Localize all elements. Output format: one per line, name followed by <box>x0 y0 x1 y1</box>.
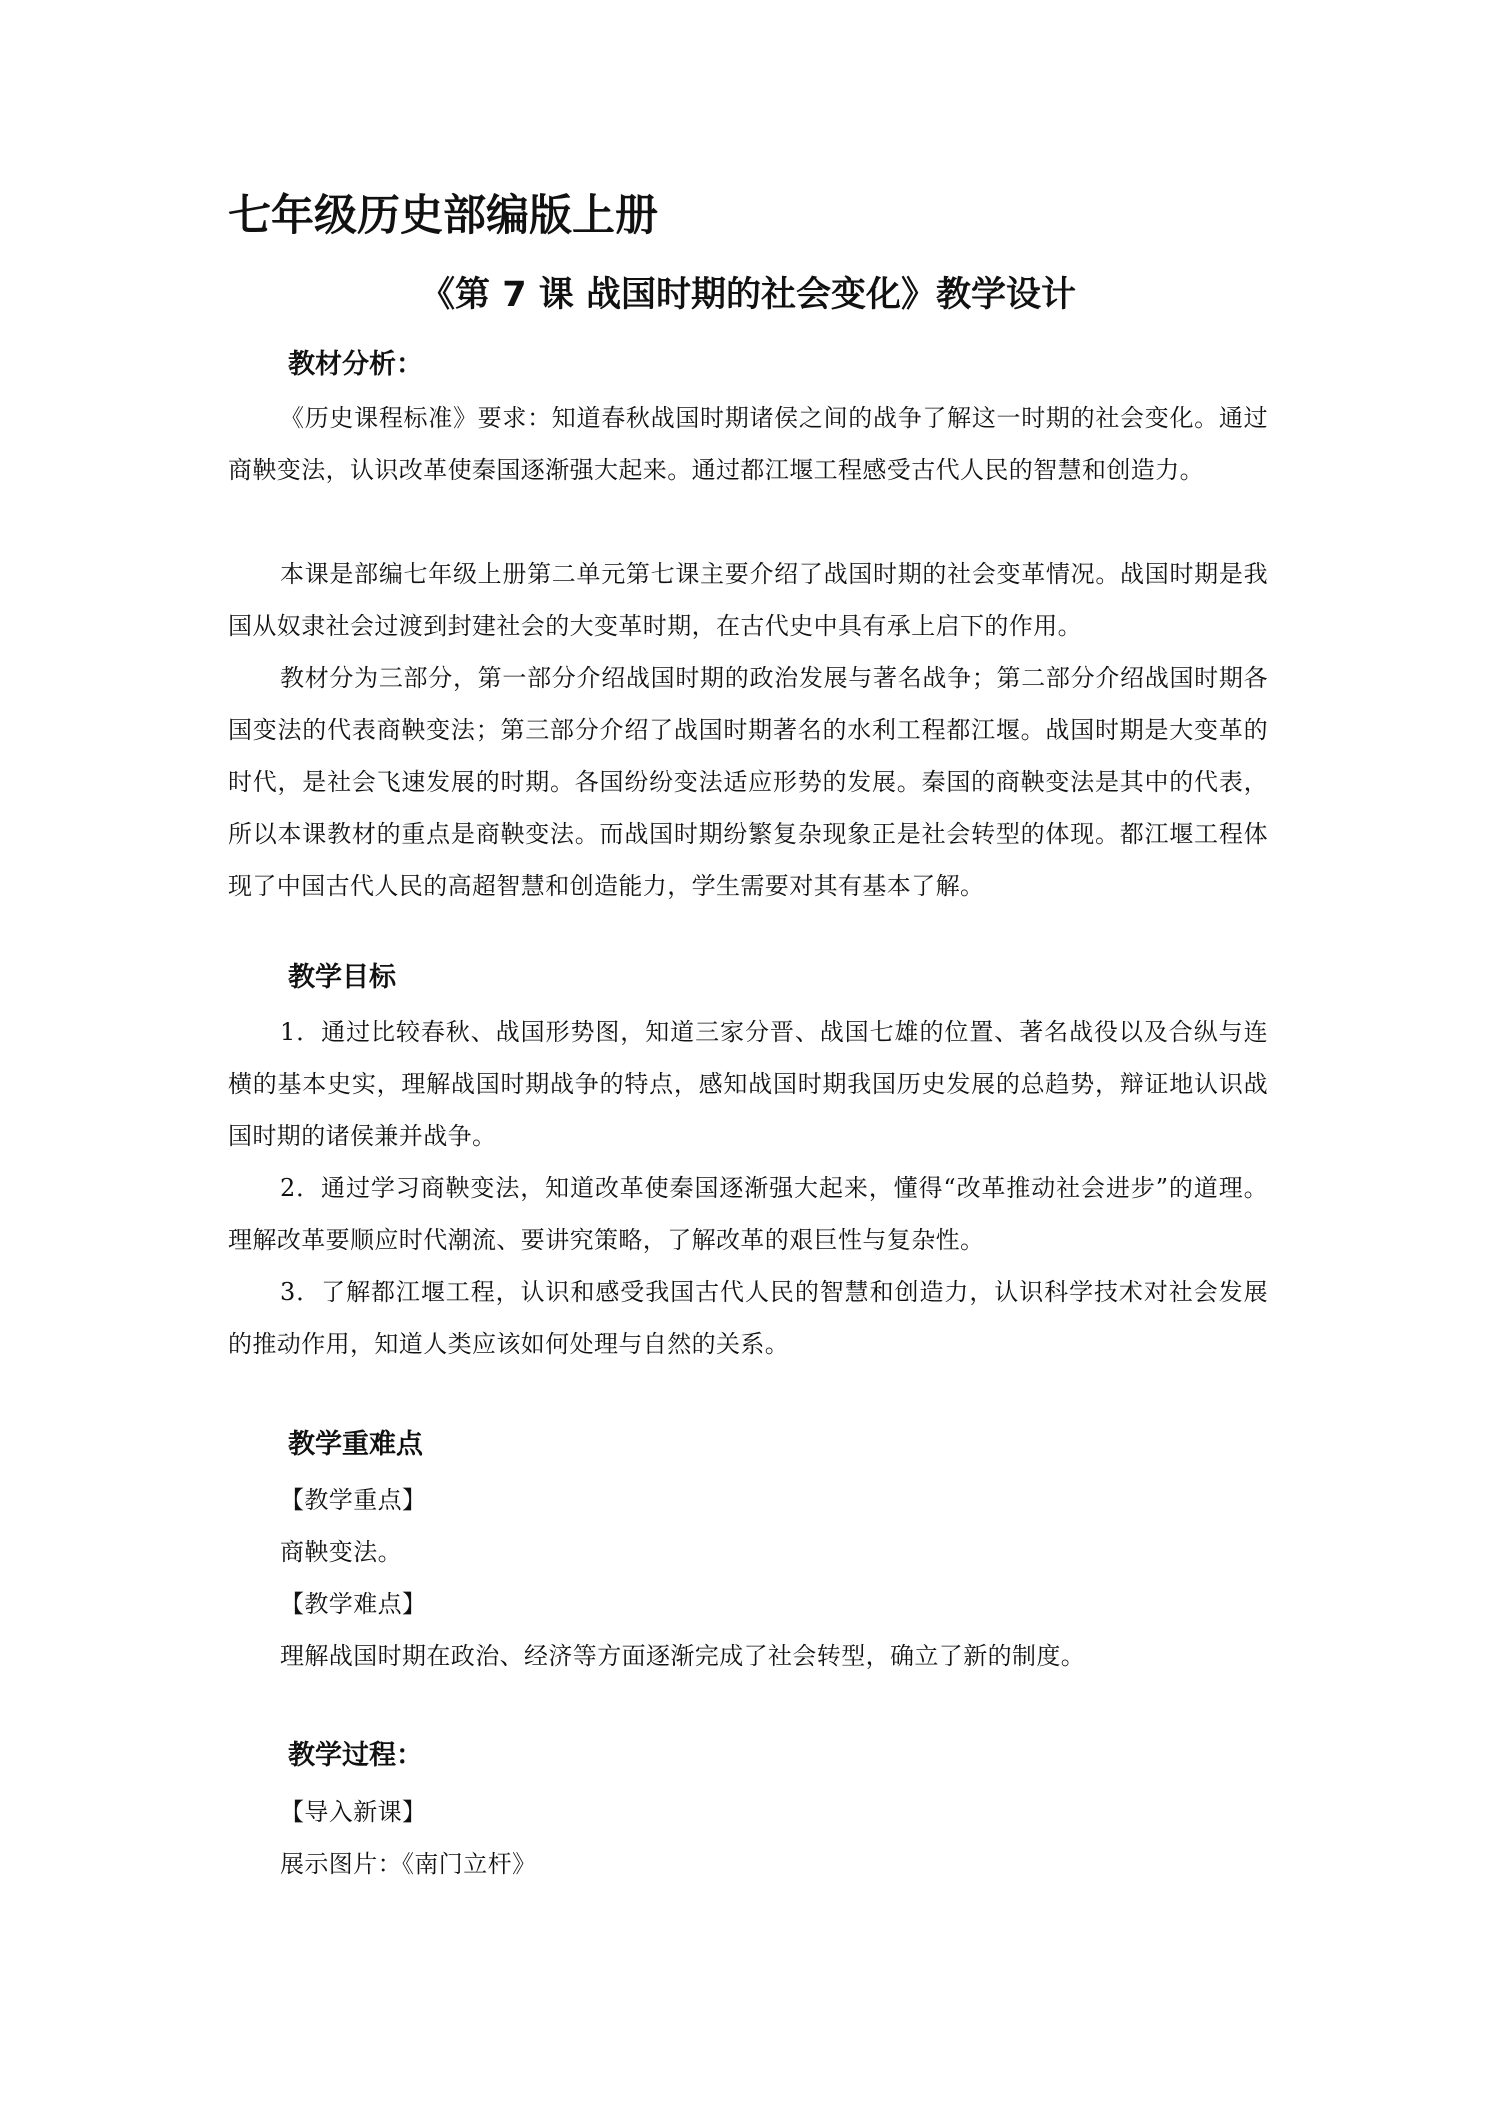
difficulty-label: 【教学难点】 <box>280 1590 427 1618</box>
key-point-label: 【教学重点】 <box>280 1486 427 1514</box>
goal-item: 3．了解都江堰工程，认识和感受我国古代人民的智慧和创造力，认识科学技术对社会发展的推动作用，知道人类应该如何处理与自然的关系。 <box>228 1278 1268 1358</box>
textbook-analysis-heading: 教材分析： <box>288 349 423 380</box>
intro-text: 展示图片：《南门立杆》 <box>280 1850 537 1878</box>
lesson-title: 《第 7 课 战国时期的社会变化》教学设计 <box>420 275 1076 315</box>
key-points-heading: 教学重难点 <box>288 1429 423 1460</box>
analysis-paragraph: 教材分为三部分，第一部分介绍战国时期的政治发展与著名战争；第二部分介绍战国时期各国变法的代表商鞅变法；第三部分介绍了战国时期著名的水利工程都江堰。战国时期是大变革的时代，是社会飞速发展的时期。各国纷纷变法适应形势的发展。秦国的商鞅变法是其中的代表，所以本课教材的重点是商鞅变法。而战国时期纷繁复杂现象正是社会转型的体现。都江堰工程体现了中国古代人民的高超智慧和创造能力，学生需要对其有基本了解。 <box>228 664 1268 900</box>
goal-item: 2．通过学习商鞅变法，知道改革使秦国逐渐强大起来，懂得“改革推动社会进步”的道理。理解改革要顺应时代潮流、要讲究策略，了解改革的艰巨性与复杂性。 <box>228 1174 1268 1254</box>
key-point-text: 商鞅变法。 <box>280 1538 402 1566</box>
difficulty-text: 理解战国时期在政治、经济等方面逐渐完成了社会转型，确立了新的制度。 <box>280 1642 1086 1670</box>
teaching-process-heading: 教学过程： <box>288 1740 423 1771</box>
teaching-goals-heading: 教学目标 <box>288 962 396 993</box>
intro-label: 【导入新课】 <box>280 1798 427 1826</box>
analysis-paragraph: 《历史课程标准》要求：知道春秋战国时期诸侯之间的战争了解这一时期的社会变化。通过商鞅变法，认识改革使秦国逐渐强大起来。通过都江堰工程感受古代人民的智慧和创造力。 <box>228 404 1268 484</box>
document-title: 七年级历史部编版上册 <box>228 191 658 241</box>
analysis-paragraph: 本课是部编七年级上册第二单元第七课主要介绍了战国时期的社会变革情况。战国时期是我国从奴隶社会过渡到封建社会的大变革时期，在古代史中具有承上启下的作用。 <box>228 560 1268 640</box>
goal-item: 1．通过比较春秋、战国形势图，知道三家分晋、战国七雄的位置、著名战役以及合纵与连横的基本史实，理解战国时期战争的特点，感知战国时期我国历史发展的总趋势，辩证地认识战国时期的诸侯兼并战争。 <box>228 1018 1268 1150</box>
